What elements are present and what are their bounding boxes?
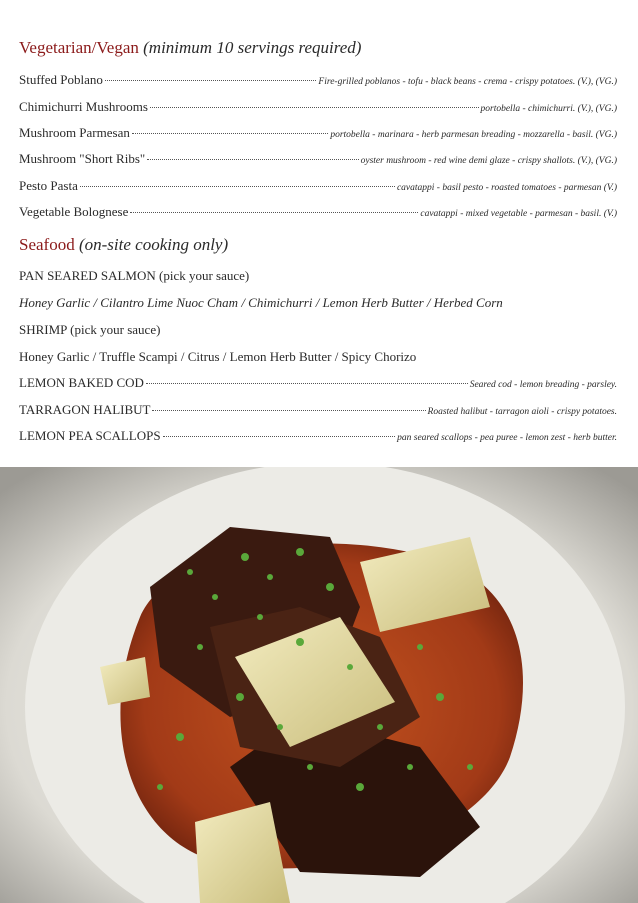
salmon-sauces: Honey Garlic / Cilantro Lime Nuoc Cham / Chimichurri / Lemon Herb Butter / Herbed Corn — [19, 295, 503, 310]
dot-leader — [105, 80, 317, 81]
salmon-title: PAN SEARED SALMON (pick your sauce) — [19, 268, 250, 283]
dot-leader — [132, 133, 328, 134]
item-description: portobella - marinara - herb parmesan breading - mozzarella - basil. (VG.) — [330, 130, 617, 140]
vegetarian-heading — [19, 38, 361, 58]
item-description: oyster mushroom - red wine demi glaze - crispy shallots. (V.), (VG.) — [360, 156, 617, 166]
item-description: portobella - chimichurri. (V.), (VG.) — [480, 104, 617, 114]
menu-item-chimichurri-mushrooms — [19, 99, 617, 115]
item-name: TARRAGON HALIBUT — [19, 402, 151, 417]
item-name: Stuffed Poblano — [19, 72, 103, 87]
item-name: LEMON BAKED COD — [19, 375, 144, 390]
item-name: LEMON PEA SCALLOPS — [19, 428, 161, 443]
vegetarian-title: Vegetarian/Vegan — [19, 38, 139, 57]
seafood-heading — [19, 235, 228, 255]
shrimp-title: SHRIMP (pick your sauce) — [19, 322, 161, 337]
item-description: cavatappi - mixed vegetable - parmesan - basil. (V.) — [420, 209, 617, 219]
menu-item-vegetable-bolognese — [19, 204, 617, 220]
menu-item-mushroom-parmesan — [19, 125, 617, 141]
vegetarian-subtitle: (minimum 10 servings required) — [143, 38, 362, 57]
item-description: cavatappi - basil pesto - roasted tomatoes - parmesan (V.) — [396, 183, 617, 193]
dot-leader — [163, 436, 396, 437]
item-name: Mushroom Parmesan — [19, 125, 130, 140]
dot-leader — [147, 159, 358, 160]
shrimp-sauces: Honey Garlic / Truffle Scampi / Citrus / Lemon Herb Butter / Spicy Chorizo — [19, 349, 417, 364]
menu-item-lemon-pea-scallops — [19, 428, 617, 444]
menu-item-pesto-pasta — [19, 178, 617, 194]
item-name: Pesto Pasta — [19, 178, 78, 193]
menu-item-tarragon-halibut — [19, 402, 617, 418]
dot-leader — [152, 410, 425, 411]
menu-item-mushroom-short-ribs — [19, 151, 617, 167]
seafood-title: Seafood — [19, 235, 75, 254]
item-name: Chimichurri Mushrooms — [19, 99, 148, 114]
seafood-subtitle: (on-site cooking only) — [78, 235, 229, 254]
item-description: Fire-grilled poblanos - tofu - black beans - crema - crispy potatoes. (V.), (VG.) — [318, 77, 617, 87]
item-description: pan seared scallops - pea puree - lemon zest - herb butter. — [397, 433, 617, 443]
item-description: Seared cod - lemon breading - parsley. — [469, 380, 617, 390]
short-ribs-photo — [0, 467, 638, 903]
dot-leader — [80, 186, 395, 187]
dot-leader — [130, 212, 418, 213]
menu-item-lemon-baked-cod — [19, 375, 617, 391]
item-name: Mushroom "Short Ribs" — [19, 151, 146, 166]
food-illustration — [0, 467, 638, 903]
item-name: Vegetable Bolognese — [19, 204, 129, 219]
dot-leader — [150, 107, 479, 108]
dot-leader — [146, 383, 468, 384]
menu-item-stuffed-poblano — [19, 72, 617, 88]
item-description: Roasted halibut - tarragon aioli - crispy potatoes. — [427, 407, 617, 417]
